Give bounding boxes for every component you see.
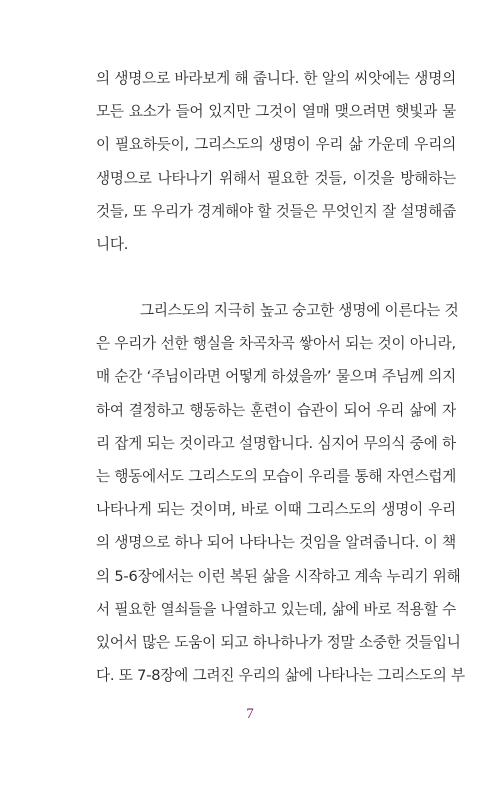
text-line: 는 행동에서도 그리스도의 모습이 우리를 통해 자연스럽게: [96, 467, 457, 485]
page-number: 7: [246, 706, 254, 722]
text-line: 것들, 또 우리가 경계해야 할 것들은 무엇인지 잘 설명해줍: [96, 202, 456, 220]
paragraph-2: [96, 294, 465, 692]
text-line: 의 5-6장에서는 이런 복된 삶을 시작하고 계속 누리기 위해: [96, 567, 461, 585]
text-line: 리 잡게 되는 것이라고 설명합니다. 심지어 무의식 중에 하: [96, 434, 456, 452]
text-line: 니다.: [96, 235, 129, 253]
text-line: 다. 또 7-8장에 그려진 우리의 삶에 나타나는 그리스도의 부: [96, 667, 465, 685]
text-line: 이 필요하듯이, 그리스도의 생명이 우리 삶 가운데 우리의: [96, 136, 456, 154]
text-line: 은 우리가 선한 행실을 차곡차곡 쌓아서 되는 것이 아니라,: [96, 335, 456, 353]
text-line: 하여 결정하고 행동하는 훈련이 습관이 되어 우리 삶에 자: [96, 401, 456, 419]
paragraph-1: [96, 62, 456, 261]
text-line: 서 필요한 열쇠들을 나열하고 있는데, 삶에 바로 적용할 수: [96, 600, 456, 618]
text-line: 그리스도의 지극히 높고 숭고한 생명에 이른다는 것: [140, 302, 459, 319]
text-line: 의 생명으로 바라보게 해 줍니다. 한 알의 씨앗에는 생명의: [96, 70, 456, 87]
text-line: 매 순간 ‘주님이라면 어떻게 하셨을까’ 물으며 주님께 의지: [96, 368, 456, 386]
text-line: 모든 요소가 들어 있지만 그것이 열매 맺으려면 햇빛과 물: [96, 103, 456, 121]
text-line: 생명으로 나타나기 위해서 필요한 것들, 이것을 방해하는: [96, 169, 456, 187]
text-line: 의 생명으로 하나 되어 나타나는 것임을 알려줍니다. 이 책: [96, 534, 456, 552]
text-line: 나타나게 되는 것이며, 바로 이때 그리스도의 생명이 우리: [96, 501, 456, 519]
text-line: 있어서 많은 도움이 되고 하나하나가 정말 소중한 것들입니: [96, 633, 461, 651]
